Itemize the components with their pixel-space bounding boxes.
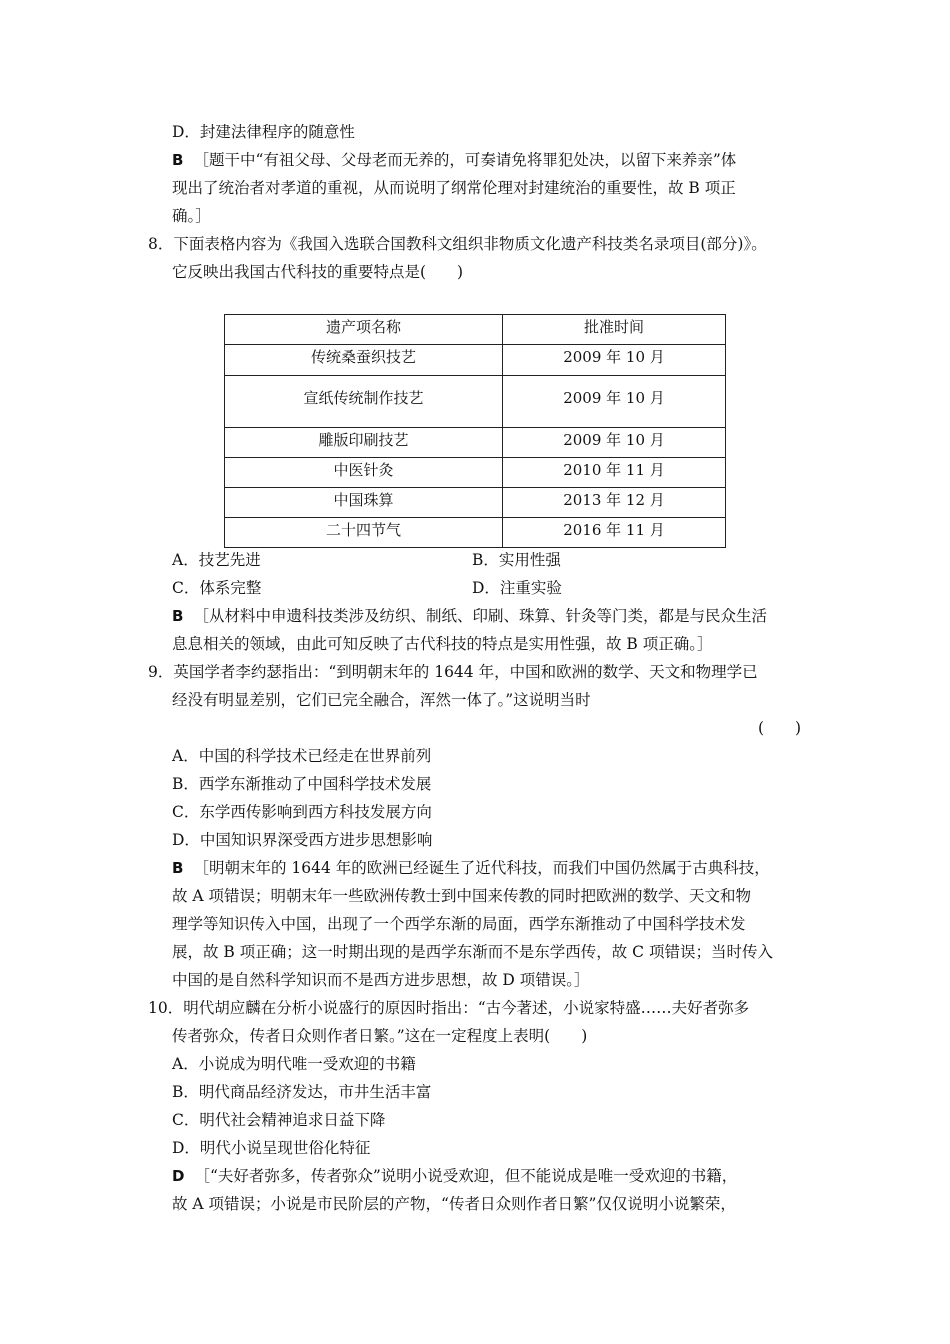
table-cell-date: 2009 年 10 月 — [503, 345, 726, 376]
table-cell-date: 2010 年 11 月 — [503, 458, 726, 488]
table-cell-name: 传统桑蚕织技艺 — [225, 345, 503, 376]
q9-answer: B — [172, 859, 184, 877]
q10-option-a: A．小说成为明代唯一受欢迎的书籍 — [172, 1055, 416, 1073]
q9-option-d: D．中国知识界深受西方进步思想影响 — [172, 831, 433, 849]
q9-answer-paren: ( ) — [758, 719, 802, 737]
q10-explanation-line-1: D ［“夫好者弥多，传者弥众”说明小说受欢迎，但不能说成是唯一受欢迎的书籍， — [172, 1167, 738, 1185]
q9-option-a: A．中国的科学技术已经走在世界前列 — [172, 747, 432, 765]
q8-explanation-line-1: B ［从材料中申遗科技类涉及纺织、制纸、印刷、珠算、针灸等门类，都是与民众生活 — [172, 607, 767, 625]
table-row — [225, 376, 726, 428]
q9-explanation-line-3: 理学等知识传入中国，出现了一个西学东渐的局面，西学东渐推动了中国科学技术发 — [172, 915, 746, 933]
q8-option-c: C．体系完整 — [172, 579, 262, 597]
table-cell-name: 中国珠算 — [225, 488, 503, 518]
table-row — [225, 488, 726, 518]
q9-stem-line-2: 经没有明显差别，它们已完全融合，浑然一体了。”这说明当时 — [172, 691, 591, 709]
q10-explanation-line-2: 故 A 项错误；小说是市民阶层的产物，“传者日众则作者日繁”仅仅说明小说繁荣， — [172, 1195, 736, 1213]
q7-explanation-line-1: B ［题干中“有祖父母、父母老而无养的，可奏请免将罪犯处决，以留下来养亲”体 — [172, 151, 737, 169]
table-cell-date: 2009 年 10 月 — [503, 428, 726, 458]
q7-option-d: D．封建法律程序的随意性 — [172, 123, 355, 141]
q9-explanation-line-1: B ［明朝末年的 1644 年的欧洲已经诞生了近代科技，而我们中国仍然属于古典科技， — [172, 859, 770, 877]
table-header-row — [225, 315, 726, 345]
q7-explanation-line-2: 现出了统治者对孝道的重视，从而说明了纲常伦理对封建统治的重要性，故 B 项正 — [172, 179, 736, 197]
table-cell-name: 宣纸传统制作技艺 — [225, 376, 503, 428]
table-cell-date: 2013 年 12 月 — [503, 488, 726, 518]
table-row — [225, 428, 726, 458]
q8-stem-line-2: 它反映出我国古代科技的重要特点是( ) — [172, 263, 464, 281]
table-row — [225, 458, 726, 488]
heritage-table — [224, 314, 726, 548]
q8-option-d: D．注重实验 — [472, 579, 562, 597]
q10-option-d: D．明代小说呈现世俗化特征 — [172, 1139, 371, 1157]
q8-option-b: B．实用性强 — [472, 551, 561, 569]
table-row — [225, 345, 726, 376]
table-cell-name: 中医针灸 — [225, 458, 503, 488]
table-row — [225, 518, 726, 548]
q10-answer: D — [172, 1167, 185, 1185]
q10-option-c: C．明代社会精神追求日益下降 — [172, 1111, 386, 1129]
q10-stem-line-1: 10．明代胡应麟在分析小说盛行的原因时指出：“古今著述，小说家特盛……夫好者弥多 — [148, 999, 750, 1017]
q9-explanation-line-4: 展，故 B 项正确；这一时期出现的是西学东渐而不是东学西传，故 C 项错误；当时传入 — [172, 943, 773, 961]
q7-explanation-line-3: 确。］ — [172, 207, 211, 225]
table-header-name: 遗产项名称 — [225, 315, 503, 345]
table-cell-date: 2016 年 11 月 — [503, 518, 726, 548]
q8-answer: B — [172, 607, 184, 625]
q8-stem-line-1: 8．下面表格内容为《我国入选联合国教科文组织非物质文化遗产科技类名录项目(部分)》。 — [148, 235, 767, 253]
table-cell-date: 2009 年 10 月 — [503, 376, 726, 428]
q7-answer: B — [172, 151, 184, 169]
q8-option-a: A．技艺先进 — [172, 551, 261, 569]
q10-stem-line-2: 传者弥众，传者日众则作者日繁。”这在一定程度上表明( ) — [172, 1027, 588, 1045]
q9-explanation-line-2: 故 A 项错误；明朝末年一些欧洲传教士到中国来传教的同时把欧洲的数学、天文和物 — [172, 887, 752, 905]
q8-explanation-line-2: 息息相关的领域，由此可知反映了古代科技的特点是实用性强，故 B 项正确。］ — [172, 635, 713, 653]
q9-option-c: C．东学西传影响到西方科技发展方向 — [172, 803, 432, 821]
table-cell-name: 雕版印刷技艺 — [225, 428, 503, 458]
table-cell-name: 二十四节气 — [225, 518, 503, 548]
q9-stem-line-1: 9．英国学者李约瑟指出：“到明朝末年的 1644 年，中国和欧洲的数学、天文和物理学已 — [148, 663, 758, 681]
table-header-date: 批准时间 — [503, 315, 726, 345]
q9-explanation-line-5: 中国的是自然科学知识而不是西方进步思想，故 D 项错误。］ — [172, 971, 590, 989]
q9-option-b: B．西学东渐推动了中国科学技术发展 — [172, 775, 432, 793]
q10-option-b: B．明代商品经济发达，市井生活丰富 — [172, 1083, 432, 1101]
